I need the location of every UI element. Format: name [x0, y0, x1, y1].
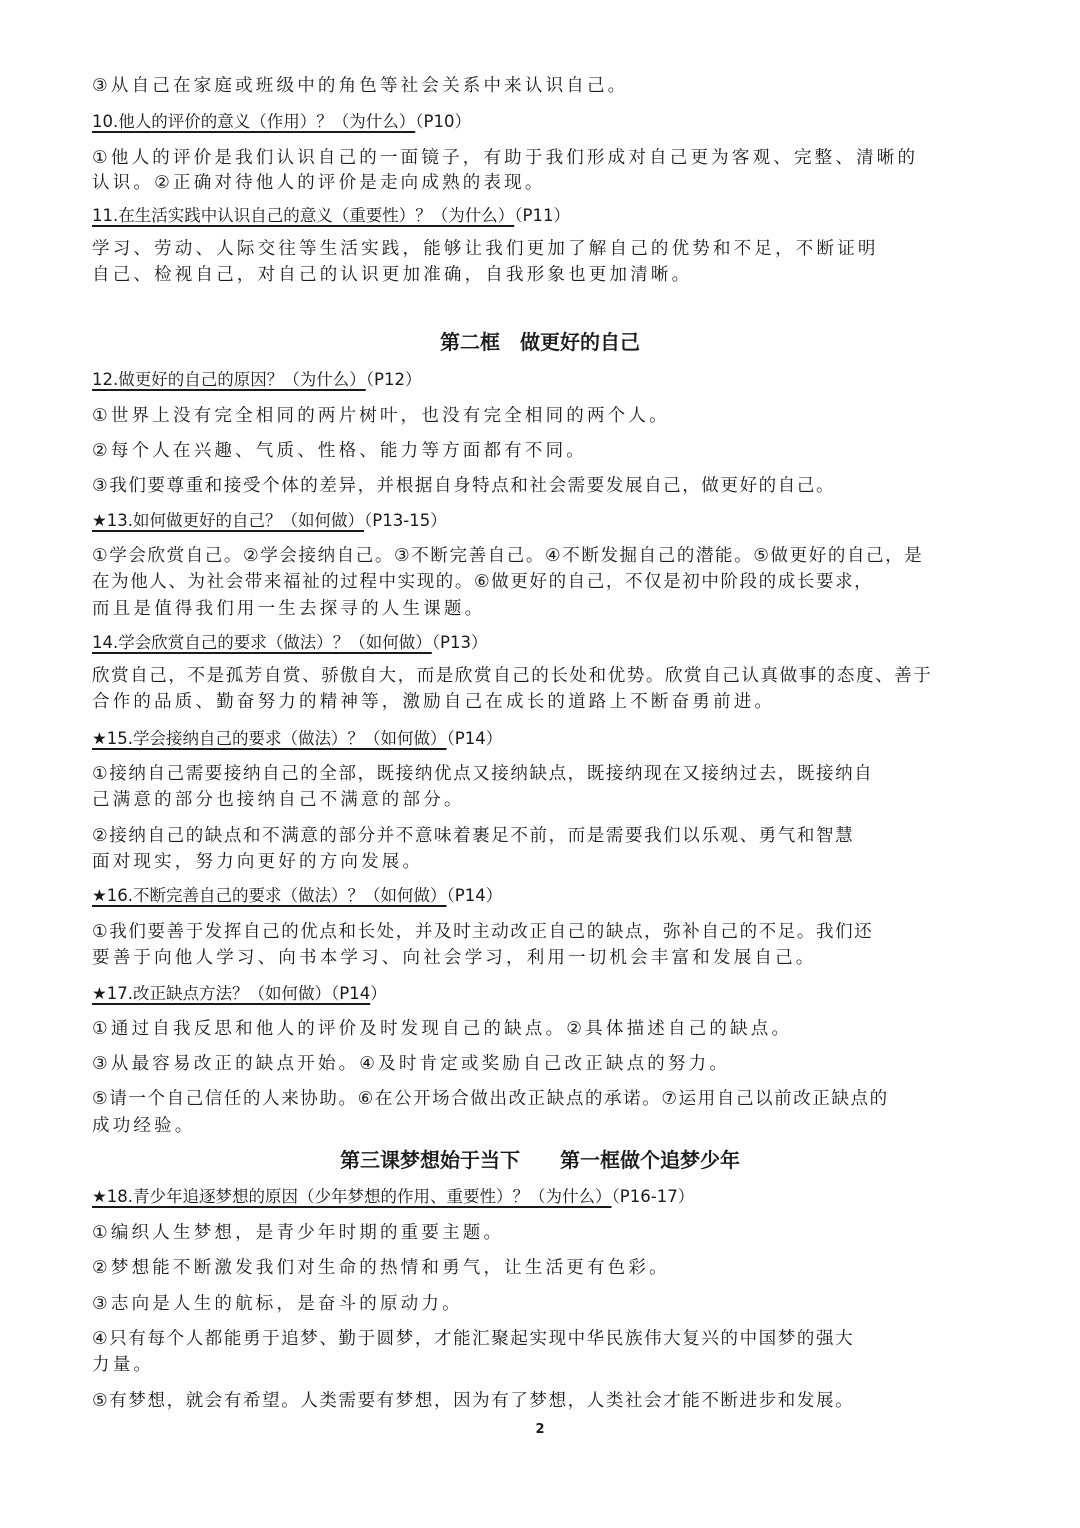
text-line: ①我们要善于发挥自己的优点和长处，并及时主动改正自己的缺点，弥补自己的不足。我们还	[92, 922, 874, 942]
section-heading: 第三课梦想始于当下 第一框做个追梦少年	[340, 1148, 740, 1172]
text-line: ③从最容易改正的缺点开始。④及时肯定或奖励自己改正缺点的努力。	[92, 1054, 731, 1074]
text-line: ③我们要尊重和接受个体的差异，并根据自身特点和社会需要发展自己，做更好的自己。	[92, 476, 836, 496]
text-line: 欣赏自己，不是孤芳自赏、骄傲自大，而是欣赏自己的长处和优势。欣赏自己认真做事的态度、善于	[92, 666, 933, 686]
page-ref: （P14）	[446, 886, 503, 905]
text-line: ②每个人在兴趣、气质、性格、能力等方面都有不同。	[92, 441, 587, 461]
question-text: 12.做更好的自己的原因？（为什么）	[92, 370, 366, 389]
text-line: ②梦想能不断激发我们对生命的热情和勇气，让生活更有色彩。	[92, 1258, 670, 1278]
page-ref: （P10）	[415, 112, 471, 131]
text-line: 成功经验。	[92, 1116, 196, 1136]
question-heading	[92, 1185, 694, 1209]
question-text: ★17.改正缺点方法？（如何做）（P14	[92, 984, 371, 1003]
text-line: ③志向是人生的航标，是奋斗的原动力。	[92, 1294, 463, 1314]
text-line: ③从自己在家庭或班级中的角色等社会关系中来认识自己。	[92, 76, 629, 96]
question-text: 11.在生活实践中认识自己的意义（重要性）？（为什么）	[92, 206, 515, 225]
page-ref: ）	[370, 984, 387, 1003]
page-ref: （P14）	[446, 729, 503, 748]
text-line: ①编织人生梦想，是青少年时期的重要主题。	[92, 1223, 505, 1243]
question-text: ★13.如何做更好的自己？（如何做）	[92, 511, 365, 530]
text-line: 己满意的部分也接纳自己不满意的部分。	[92, 790, 465, 810]
page-ref: （P16-17）	[611, 1187, 695, 1206]
page-ref: （P13-15）	[364, 511, 447, 530]
section-heading: 第二框 做更好的自己	[440, 330, 640, 354]
question-heading	[92, 509, 447, 533]
text-line: ①他人的评价是我们认识自己的一面镜子，有助于我们形成对自己更为客观、完整、清晰的	[92, 148, 919, 168]
text-line: 自己、检视自己，对自己的认识更加准确，自我形象也更加清晰。	[92, 265, 693, 285]
question-heading	[92, 368, 421, 392]
text-line: 面对现实，努力向更好的方向发展。	[92, 852, 424, 872]
question-heading	[92, 631, 487, 655]
text-line: 合作的品质、勤奋努力的精神等，激励自己在成长的道路上不断奋勇前进。	[92, 692, 776, 712]
text-line: ④只有每个人都能勇于追梦、勤于圆梦，才能汇聚起实现中华民族伟大复兴的中国梦的强大	[92, 1329, 855, 1349]
text-line: 认识。②正确对待他人的评价是走向成熟的表现。	[92, 173, 546, 193]
page-number: 2	[535, 1422, 545, 1437]
text-line: 学习、劳动、人际交往等生活实践，能够让我们更加了解自己的优势和不足，不断证明	[92, 239, 879, 259]
text-line: 力量。	[92, 1355, 155, 1375]
text-line: ⑤请一个自己信任的人来协助。⑥在公开场合做出改正缺点的承诺。⑦运用自己以前改正缺点的	[92, 1089, 889, 1109]
question-text: 14.学会欣赏自己的要求（做法）？（如何做）	[92, 633, 432, 652]
question-text: ★16.不断完善自己的要求（做法）？（如何做）	[92, 886, 447, 905]
question-text: ★18.青少年追逐梦想的原因（少年梦想的作用、重要性）？（为什么）	[92, 1187, 612, 1206]
text-line: ①学会欣赏自己。②学会接纳自己。③不断完善自己。④不断发掘自己的潜能。⑤做更好的自己，是	[92, 546, 924, 566]
page-ref: （P11）	[514, 206, 570, 225]
text-line: ①通过自我反思和他人的评价及时发现自己的缺点。②具体描述自己的缺点。	[92, 1019, 793, 1039]
text-line: ①接纳自己需要接纳自己的全部，既接纳优点又接纳缺点，既接纳现在又接纳过去，既接纳自	[92, 764, 874, 784]
text-line: 要善于向他人学习、向书本学习、向社会学习，利用一切机会丰富和发展自己。	[92, 948, 817, 968]
question-heading	[92, 727, 502, 751]
question-heading	[92, 204, 570, 228]
page-ref: （P13）	[431, 633, 488, 652]
text-line: ⑤有梦想，就会有希望。人类需要有梦想，因为有了梦想，人类社会才能不断进步和发展。	[92, 1391, 855, 1411]
text-line: 而且是值得我们用一生去探寻的人生课题。	[92, 599, 486, 619]
question-text: ★15.学会接纳自己的要求（做法）？（如何做）	[92, 729, 447, 748]
question-heading	[92, 110, 471, 134]
question-text: 10.他人的评价的意义（作用）？（为什么）	[92, 112, 416, 131]
text-line: ②接纳自己的缺点和不满意的部分并不意味着裹足不前，而是需要我们以乐观、勇气和智慧	[92, 826, 855, 846]
text-line: ①世界上没有完全相同的两片树叶，也没有完全相同的两个人。	[92, 406, 670, 426]
text-line: 在为他人、为社会带来福祉的过程中实现的。⑥做更好的自己，不仅是初中阶段的成长要求，	[92, 572, 874, 592]
question-heading	[92, 982, 387, 1006]
question-heading	[92, 884, 502, 908]
page-ref: （P12）	[365, 370, 422, 389]
